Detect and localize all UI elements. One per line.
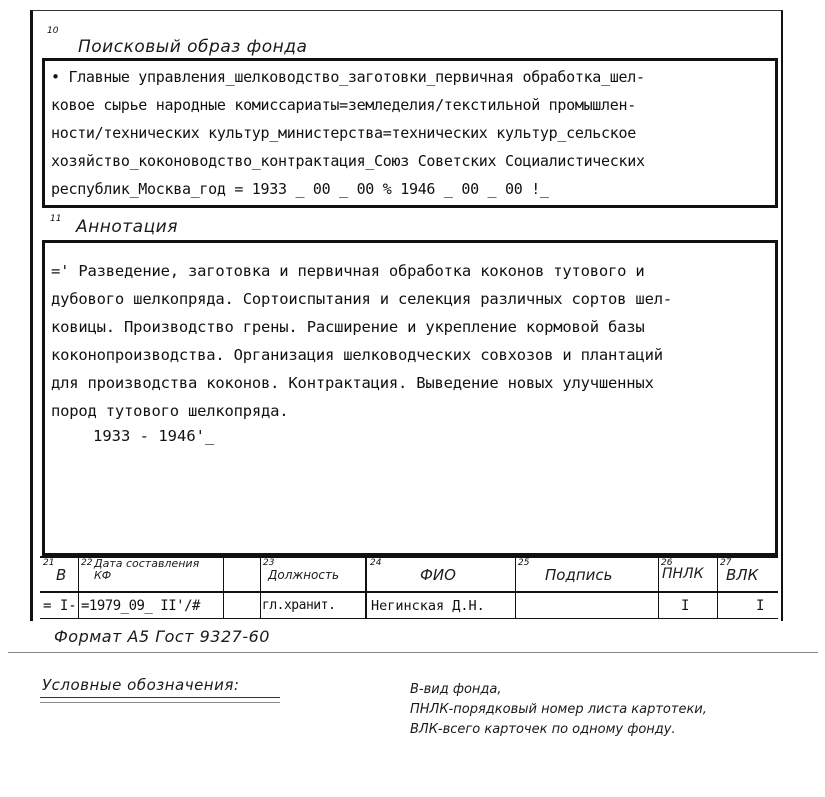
header-signature-number: 25 <box>518 558 530 568</box>
cell-fio: Негинская Д.Н. <box>371 598 485 614</box>
header-date: Дата составления КФ <box>94 557 200 582</box>
header-position-number: 23 <box>263 558 275 568</box>
cell-date: =1979_09_ II'/# <box>81 598 200 614</box>
header-date-number: 22 <box>81 558 93 568</box>
cell-vlk: I <box>756 598 765 614</box>
search-image-text <box>51 63 645 203</box>
annotation-box <box>42 240 778 556</box>
cell-position: гл.хранит. <box>262 598 336 613</box>
annotation-line: ковицы. Производство грены. Расширение и укрепление кормовой базы <box>51 318 645 336</box>
annotation-years: 1933 - 1946'_ <box>93 427 215 445</box>
header-vlk: ВЛК <box>726 566 759 584</box>
header-vlk-number: 27 <box>720 558 732 568</box>
header-pnlk: ПНЛК <box>662 566 704 582</box>
annotation-line: =' Разведение, заготовка и первичная обработка коконов тутового и <box>51 262 645 280</box>
header-v-number: 21 <box>43 558 55 568</box>
search-line: ности/технических культур_министерства=технических культур_сельское <box>51 124 636 142</box>
header-fio: ФИО <box>420 566 456 584</box>
legend-underline <box>40 697 280 698</box>
annotation-section-title: Аннотация <box>76 217 178 237</box>
cell-pnlk: I <box>681 598 690 614</box>
header-v: В <box>56 566 67 584</box>
search-line: ковое сырье народные комиссариаты=земледелия/текстильной промышлен- <box>51 96 636 114</box>
legend-underline-2 <box>40 702 280 703</box>
annotation-line: дубового шелкопряда. Сортоиспытания и селекция различных сортов шел- <box>51 290 672 308</box>
search-line: республик_Москва_год = 1933 _ 00 _ 00 % 1946 _ 00 _ 00 !_ <box>51 180 549 198</box>
search-image-box <box>42 58 778 208</box>
legend-list <box>410 680 707 740</box>
header-pnlk-number: 26 <box>661 558 673 568</box>
legend-item: В-вид фонда, <box>410 682 502 697</box>
format-note: Формат А5 Гост 9327-60 <box>54 627 270 646</box>
legend-title: Условные обозначения: <box>42 676 240 694</box>
cell-v: = I- <box>43 598 77 614</box>
annotation-section-number: 11 <box>50 214 62 224</box>
legend-item: ВЛК-всего карточек по одному фонду. <box>410 722 676 737</box>
header-position: Должность <box>268 568 340 582</box>
separator-line <box>8 652 818 653</box>
header-signature: Подпись <box>545 566 613 584</box>
annotation-line: коконопроизводства. Организация шелководческих совхозов и плантаций <box>51 346 663 364</box>
annotation-text <box>51 257 672 425</box>
signature-table <box>40 556 778 620</box>
annotation-line: пород тутового шелкопряда. <box>51 402 289 420</box>
annotation-line: для производства коконов. Контрактация. Выведение новых улучшенных <box>51 374 654 392</box>
header-fio-number: 24 <box>370 558 382 568</box>
legend-item: ПНЛК-порядковый номер листа картотеки, <box>410 702 707 717</box>
search-line: хозяйство_коконоводство_контрактация_Союз Советских Социалистических <box>51 152 645 170</box>
search-line: • Главные управления_шелководство_заготовки_первичная обработка_шел- <box>51 68 645 86</box>
search-section-title: Поисковый образ фонда <box>78 37 308 57</box>
search-section-number: 10 <box>47 26 59 36</box>
